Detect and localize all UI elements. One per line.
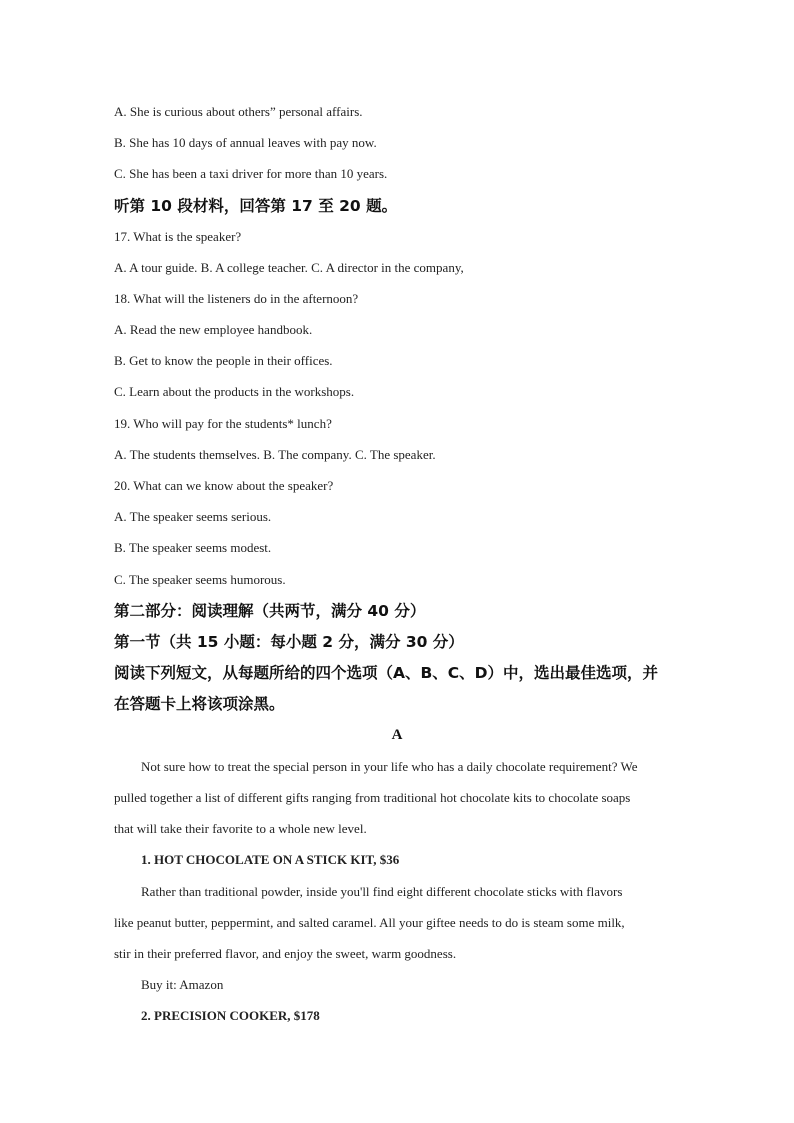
part2-heading: 第二部分：阅读理解（共两节，满分 40 分）: [114, 602, 426, 620]
q18-option-b: B. Get to know the people in their offices.: [114, 353, 333, 368]
passage-label: A: [391, 727, 403, 743]
q17-text: 17. What is the speaker?: [114, 229, 242, 244]
intro-line-1: Not sure how to treat the special person in your life who has a daily chocolate requirement? We: [141, 759, 638, 774]
section10-heading: 听第 10 段材料，回答第 17 至 20 题。: [114, 197, 398, 215]
intro-line-2: pulled together a list of different gifts ranging from traditional hot chocolate kits to chocolate soaps: [114, 790, 631, 805]
item1-line-2: like peanut butter, peppermint, and salted caramel. All your giftee needs to do is steam some milk,: [114, 915, 625, 930]
q19-options: A. The students themselves. B. The company. C. The speaker.: [114, 447, 436, 462]
q19-text: 19. Who will pay for the students* lunch?: [114, 416, 332, 431]
item1-buy: Buy it: Amazon: [141, 977, 224, 992]
q20-text: 20. What can we know about the speaker?: [114, 478, 334, 493]
q20-option-b: B. The speaker seems modest.: [114, 540, 272, 555]
q16-option-a: A. She is curious about others” personal affairs.: [114, 104, 363, 119]
q16-option-c: C. She has been a taxi driver for more than 10 years.: [114, 166, 388, 181]
q20-option-a: A. The speaker seems serious.: [114, 509, 272, 524]
part2-section1-heading: 第一节（共 15 小题：每小题 2 分，满分 30 分）: [114, 633, 464, 651]
instruction-line-1: 阅读下列短文，从每题所给的四个选项（A、B、C、D）中，选出最佳选项，并: [114, 664, 659, 682]
item1-line-3: stir in their preferred flavor, and enjoy the sweet, warm goodness.: [114, 946, 457, 961]
instruction-line-2: 在答题卡上将该项涂黑。: [114, 695, 285, 713]
item1-title: 1. HOT CHOCOLATE ON A STICK KIT, $36: [141, 852, 400, 867]
item1-line-1: Rather than traditional powder, inside you'll find eight different chocolate sticks with flavors: [141, 884, 623, 899]
q18-text: 18. What will the listeners do in the afternoon?: [114, 291, 359, 306]
q18-option-c: C. Learn about the products in the workshops.: [114, 384, 355, 399]
q18-option-a: A. Read the new employee handbook.: [114, 322, 313, 337]
intro-line-3: that will take their favorite to a whole new level.: [114, 821, 367, 836]
q17-options: A. A tour guide. B. A college teacher. C. A director in the company,: [114, 260, 464, 275]
q20-option-c: C. The speaker seems humorous.: [114, 572, 286, 587]
q16-option-b: B. She has 10 days of annual leaves with pay now.: [114, 135, 377, 150]
item2-title: 2. PRECISION COOKER, $178: [141, 1008, 320, 1023]
